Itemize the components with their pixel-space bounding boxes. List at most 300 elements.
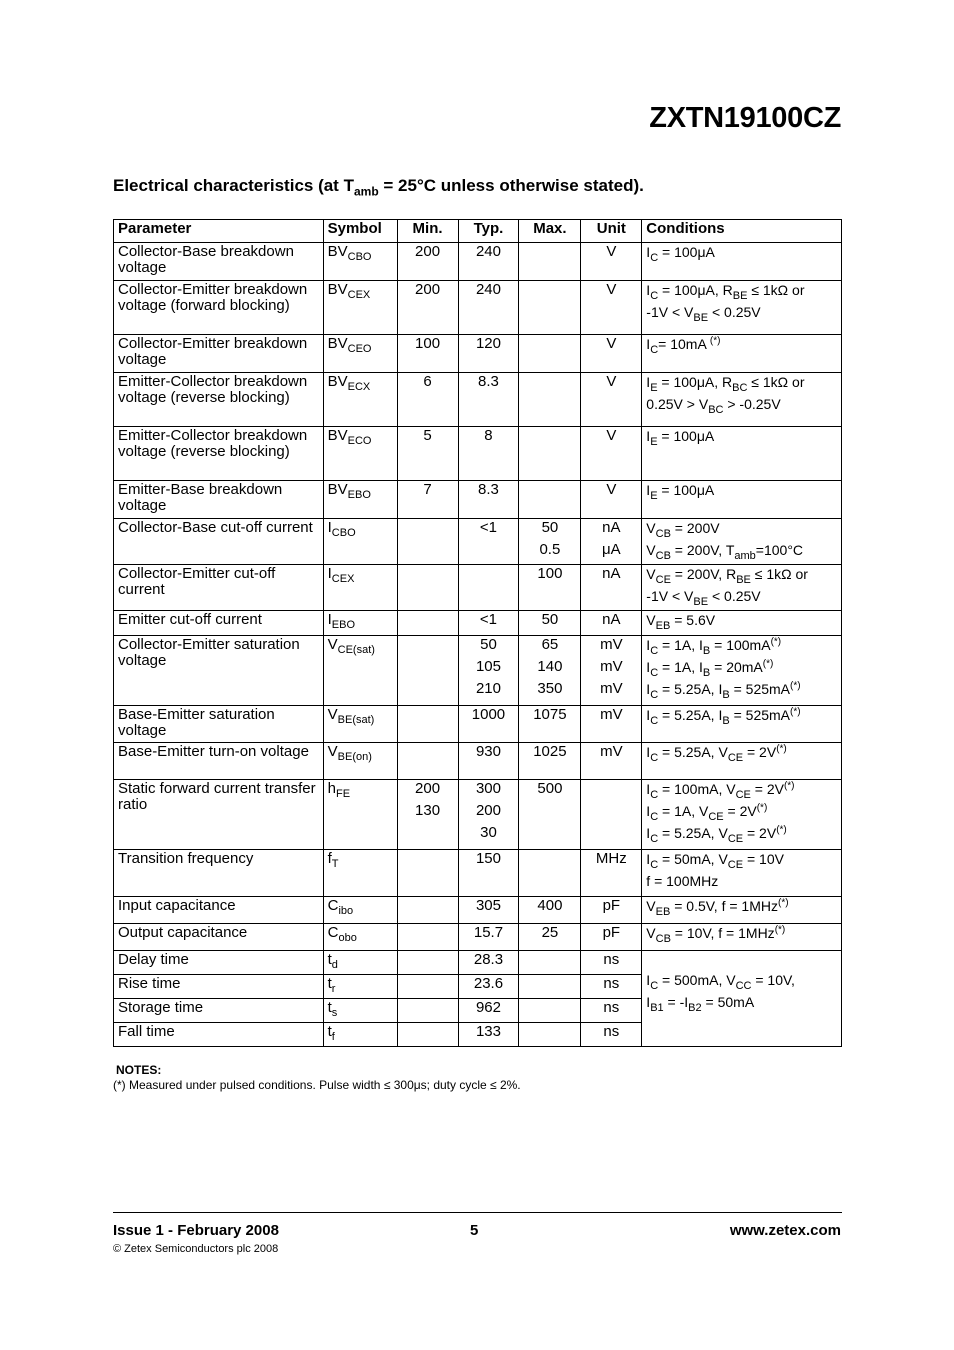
condition-text: I — [646, 637, 651, 653]
typ-cell-value: 240 — [475, 243, 501, 260]
condition-text: = -I — [663, 994, 689, 1010]
condition-text: V — [646, 925, 656, 941]
condition-line — [646, 241, 837, 263]
conditions-cell — [642, 924, 842, 951]
subscript: EB — [655, 619, 671, 632]
unit-cell-value: nA — [602, 565, 621, 582]
parameter-cell: Static forward current transfer ratio — [114, 780, 324, 850]
unit-cell — [581, 565, 642, 611]
max-cell-value: 1025 — [533, 743, 567, 760]
subscript: CC — [735, 979, 752, 992]
symbol-cell — [323, 611, 397, 636]
condition-text: f = 100MHz — [646, 873, 719, 889]
typ-cell-value: 23.6 — [473, 975, 504, 992]
min-cell-value: 200 — [415, 780, 441, 797]
max-cell-value: 65 — [541, 636, 559, 653]
condition-line — [646, 778, 837, 800]
parameter-cell: Collector-Emitter saturation voltage — [114, 636, 324, 706]
condition-text: = 5.25A, I — [658, 681, 723, 697]
condition-text: = 100mA, V — [658, 781, 736, 797]
superscript: (*) — [777, 897, 789, 909]
table-row — [114, 243, 842, 281]
unit-cell — [581, 636, 642, 706]
typ-cell — [458, 743, 519, 780]
condition-text: -1V < V — [646, 304, 694, 320]
superscript: (*) — [762, 658, 774, 670]
condition-line — [646, 741, 837, 763]
condition-text: > -0.25V — [723, 396, 781, 412]
subscript: C — [650, 714, 659, 727]
min-cell — [397, 951, 458, 975]
symbol-subscript: d — [331, 959, 338, 971]
typ-cell-value: 120 — [475, 335, 501, 352]
symbol-cell — [323, 897, 397, 924]
symbol-main: BV — [327, 427, 348, 444]
typ-cell — [458, 1023, 519, 1047]
conditions-cell — [642, 427, 842, 481]
unit-cell-value: V — [606, 335, 617, 352]
superscript: (*) — [776, 743, 787, 755]
condition-text: I — [646, 282, 651, 298]
subscript: amb — [734, 549, 756, 562]
condition-text: = 100μA — [657, 482, 715, 498]
subscript: B1 — [650, 1001, 664, 1014]
unit-cell — [581, 897, 642, 924]
symbol-subscript: CEO — [347, 343, 372, 355]
max-cell-value: 140 — [537, 658, 563, 675]
table-row — [114, 427, 842, 481]
unit-cell-value: pF — [602, 924, 621, 941]
symbol-main: t — [327, 1023, 332, 1040]
condition-text: = 5.25A, V — [658, 744, 728, 760]
symbol-subscript: obo — [338, 932, 357, 944]
symbol-main: BV — [327, 335, 348, 352]
conditions-cell — [642, 373, 842, 427]
table-row — [114, 850, 842, 897]
condition-text: I — [646, 781, 651, 797]
switching-condition-line — [646, 969, 837, 991]
symbol-cell — [323, 243, 397, 281]
superscript: (*) — [770, 636, 782, 648]
min-cell — [397, 636, 458, 706]
unit-cell — [581, 519, 642, 565]
electrical-characteristics-table — [113, 219, 842, 1047]
condition-text: = 50mA, V — [658, 851, 728, 867]
unit-cell-value: pF — [602, 897, 621, 914]
max-cell-value: 350 — [537, 680, 563, 697]
condition-text: I — [646, 851, 651, 867]
unit-cell-value: nA — [602, 611, 621, 628]
typ-cell — [458, 975, 519, 999]
max-cell-value: 25 — [541, 924, 559, 941]
typ-cell — [458, 780, 519, 850]
symbol-main: I — [327, 611, 332, 628]
subscript: BE — [693, 311, 709, 324]
unit-cell-value: mV — [600, 636, 623, 653]
max-cell-value: 100 — [537, 565, 563, 582]
typ-cell-value: 8 — [484, 427, 493, 444]
typ-cell-value: <1 — [479, 519, 498, 536]
condition-text: ≤ 1kΩ or — [747, 374, 805, 390]
condition-text: I — [646, 681, 651, 697]
symbol-cell — [323, 1023, 397, 1047]
subscript: B — [702, 644, 711, 657]
symbol-main: BV — [327, 481, 348, 498]
subscript: CE — [708, 810, 724, 823]
min-cell — [397, 1023, 458, 1047]
unit-cell-value: V — [606, 281, 617, 298]
subscript: BC — [732, 381, 748, 394]
max-cell — [519, 850, 581, 897]
min-cell-value: 7 — [423, 481, 432, 498]
symbol-subscript: CBO — [347, 251, 372, 263]
condition-text: = 2V — [750, 781, 784, 797]
conditions-cell — [642, 743, 842, 780]
condition-text: = 1A, I — [658, 659, 703, 675]
typ-cell-value: 50 — [480, 636, 497, 653]
unit-cell — [581, 999, 642, 1023]
symbol-subscript: T — [331, 858, 339, 870]
table-row — [114, 636, 842, 706]
footer-website: www.zetex.com — [729, 1222, 841, 1239]
min-cell — [397, 924, 458, 951]
footer-issue: Issue 1 - February 2008 — [113, 1222, 279, 1239]
condition-text: 0.25V > V — [646, 396, 709, 412]
min-cell-value: 100 — [415, 335, 441, 352]
symbol-main: f — [327, 850, 332, 867]
condition-text: = 10V, f = 1MHz — [670, 925, 775, 941]
condition-line — [646, 393, 837, 415]
typ-cell — [458, 565, 519, 611]
min-cell — [397, 975, 458, 999]
condition-line — [646, 585, 837, 607]
condition-line — [646, 333, 837, 355]
min-cell — [397, 335, 458, 373]
typ-cell-value: 133 — [475, 1023, 501, 1040]
max-cell — [519, 999, 581, 1023]
condition-text: < 0.25V — [708, 304, 761, 320]
header-symbol: Symbol — [323, 220, 397, 243]
condition-line — [646, 922, 837, 944]
footer-copyright: © Zetex Semiconductors plc 2008 — [113, 1243, 279, 1255]
min-cell — [397, 481, 458, 519]
condition-line — [646, 822, 837, 844]
symbol-subscript: CE(sat) — [337, 644, 375, 656]
condition-line — [646, 656, 837, 678]
typ-cell-value: 150 — [475, 850, 501, 867]
condition-line — [646, 678, 837, 700]
conditions-cell — [642, 850, 842, 897]
min-cell — [397, 897, 458, 924]
condition-text: = 500mA, V — [658, 972, 736, 988]
condition-text: I — [646, 972, 651, 988]
parameter-cell: Collector-Emitter cut-off current — [114, 565, 324, 611]
max-cell — [519, 743, 581, 780]
subscript: CE — [727, 858, 744, 871]
superscript: (*) — [790, 706, 801, 718]
condition-text: ≤ 1kΩ or — [750, 566, 808, 582]
symbol-main: t — [327, 951, 332, 968]
condition-text: = 10V, — [751, 972, 795, 988]
unit-cell — [581, 481, 642, 519]
typ-cell — [458, 481, 519, 519]
subscript: C — [650, 979, 659, 992]
condition-text: = 1A, V — [658, 803, 709, 819]
notes-label: NOTES: — [116, 1063, 162, 1077]
subscript: C — [650, 289, 659, 302]
subscript: E — [650, 381, 658, 394]
condition-text: = 100μA — [657, 428, 715, 444]
superscript: (*) — [774, 924, 786, 936]
max-cell — [519, 611, 581, 636]
parameter-cell: Fall time — [114, 1023, 324, 1047]
parameter-cell: Collector-Base breakdown voltage — [114, 243, 324, 281]
typ-cell — [458, 951, 519, 975]
conditions-cell — [642, 565, 842, 611]
condition-line — [646, 279, 837, 301]
condition-line — [646, 301, 837, 323]
typ-cell — [458, 897, 519, 924]
unit-cell-value: MHz — [595, 850, 627, 867]
symbol-subscript: ECO — [347, 435, 372, 447]
subscript: E — [650, 435, 658, 448]
table-row — [114, 373, 842, 427]
symbol-subscript: EBO — [347, 489, 371, 501]
conditions-cell — [642, 611, 842, 636]
symbol-main: V — [327, 636, 338, 653]
symbol-cell — [323, 636, 397, 706]
subscript: CE — [735, 788, 751, 801]
symbol-subscript: r — [331, 983, 336, 995]
condition-text: = 10mA — [658, 336, 710, 352]
subscript: CB — [655, 932, 671, 945]
table-header-row — [114, 220, 842, 243]
min-cell — [397, 243, 458, 281]
symbol-main: BV — [327, 281, 348, 298]
parameter-cell: Transition frequency — [114, 850, 324, 897]
symbol-cell — [323, 780, 397, 850]
typ-cell-value: 8.3 — [478, 373, 499, 390]
unit-cell-value: mV — [600, 658, 623, 675]
conditions-cell — [642, 636, 842, 706]
unit-cell-value: mV — [600, 680, 623, 697]
unit-cell — [581, 975, 642, 999]
condition-text: = 200V — [670, 520, 720, 536]
symbol-cell — [323, 924, 397, 951]
condition-text: = 1A, I — [658, 637, 703, 653]
unit-cell — [581, 335, 642, 373]
condition-text: I — [646, 428, 651, 444]
unit-cell — [581, 706, 642, 743]
unit-cell-value: mV — [600, 706, 623, 723]
symbol-main: C — [327, 897, 339, 914]
condition-text: I — [646, 336, 651, 352]
condition-line — [646, 517, 837, 539]
unit-cell — [581, 611, 642, 636]
typ-cell — [458, 999, 519, 1023]
condition-text: = 525mA — [729, 707, 791, 723]
condition-text: -1V < V — [646, 588, 694, 604]
typ-cell-value: 28.3 — [473, 951, 504, 968]
condition-line — [646, 895, 837, 917]
condition-text: = 100μA — [658, 244, 715, 260]
max-cell — [519, 924, 581, 951]
switching-conditions — [646, 969, 837, 1013]
subscript: C — [650, 688, 659, 701]
max-cell — [519, 975, 581, 999]
condition-text: =100°C — [755, 542, 804, 558]
unit-cell-value: V — [606, 373, 617, 390]
max-cell-value: 1075 — [533, 706, 567, 723]
min-cell-value: 200 — [415, 281, 441, 298]
max-cell-value: 400 — [537, 897, 563, 914]
symbol-main: I — [327, 519, 332, 536]
max-cell-value: 50 — [541, 519, 559, 536]
condition-text: = 2V — [723, 803, 757, 819]
table-row — [114, 519, 842, 565]
unit-cell-value: V — [606, 427, 617, 444]
condition-text: = 100mA — [710, 637, 771, 653]
unit-cell-value: nA — [602, 519, 621, 536]
typ-cell — [458, 706, 519, 743]
subscript: C — [650, 666, 659, 679]
symbol-cell — [323, 481, 397, 519]
subscript: CE — [655, 573, 671, 586]
symbol-cell — [323, 335, 397, 373]
parameter-cell: Emitter-Collector breakdown voltage (reverse blocking) — [114, 427, 324, 481]
part-number-title: ZXTN19100CZ — [649, 102, 841, 134]
max-cell — [519, 373, 581, 427]
condition-line — [646, 870, 837, 892]
unit-cell — [581, 850, 642, 897]
subscript: CB — [655, 549, 671, 562]
parameter-cell: Emitter cut-off current — [114, 611, 324, 636]
condition-text: I — [646, 994, 651, 1010]
typ-cell-value: 105 — [475, 658, 501, 675]
conditions-cell — [642, 335, 842, 373]
condition-text: = 5.25A, V — [658, 825, 728, 841]
condition-line — [646, 634, 837, 656]
condition-text: < 0.25V — [708, 588, 761, 604]
symbol-cell — [323, 565, 397, 611]
condition-line — [646, 704, 837, 726]
footer-divider — [113, 1212, 842, 1213]
typ-cell-value: 240 — [475, 281, 501, 298]
condition-text: I — [646, 659, 651, 675]
min-cell-value: 6 — [423, 373, 432, 390]
symbol-main: t — [327, 999, 332, 1016]
superscript: (*) — [709, 335, 721, 347]
subscript: BC — [708, 403, 724, 416]
parameter-cell: Output capacitance — [114, 924, 324, 951]
typ-cell — [458, 281, 519, 335]
max-cell — [519, 951, 581, 975]
condition-text: V — [646, 520, 656, 536]
condition-text: = 525mA — [729, 681, 791, 697]
max-cell-value: 50 — [541, 611, 559, 628]
subscript: EB — [655, 905, 671, 918]
condition-text: I — [646, 825, 651, 841]
parameter-cell: Collector-Emitter breakdown voltage (forward blocking) — [114, 281, 324, 335]
typ-cell — [458, 335, 519, 373]
unit-cell-value: ns — [603, 999, 620, 1016]
subscript: B — [722, 688, 730, 701]
typ-cell-value: <1 — [479, 611, 498, 628]
conditions-cell — [642, 519, 842, 565]
footer-page-number: 5 — [470, 1222, 479, 1239]
typ-cell-value: 305 — [475, 897, 501, 914]
condition-line — [646, 371, 837, 393]
condition-text: I — [646, 482, 651, 498]
subscript: CE — [727, 832, 744, 845]
min-cell — [397, 281, 458, 335]
subscript: B — [722, 714, 730, 727]
condition-text: = 200V, T — [670, 542, 735, 558]
max-cell — [519, 1023, 581, 1047]
unit-cell — [581, 924, 642, 951]
subscript: CB — [655, 527, 671, 540]
condition-line — [646, 425, 837, 447]
subscript: BE — [732, 289, 748, 302]
symbol-main: V — [327, 706, 338, 723]
unit-cell-value: V — [606, 481, 617, 498]
max-cell — [519, 780, 581, 850]
header-unit: Unit — [581, 220, 642, 243]
condition-line — [646, 609, 837, 631]
header-min: Min. — [397, 220, 458, 243]
min-cell — [397, 706, 458, 743]
typ-cell — [458, 850, 519, 897]
symbol-subscript: CBO — [331, 527, 356, 539]
symbol-cell — [323, 519, 397, 565]
condition-line — [646, 479, 837, 501]
min-cell — [397, 519, 458, 565]
symbol-cell — [323, 850, 397, 897]
subscript: C — [650, 858, 659, 871]
header-typ: Typ. — [458, 220, 519, 243]
typ-cell — [458, 243, 519, 281]
condition-text: V — [646, 542, 656, 558]
typ-cell — [458, 427, 519, 481]
superscript: (*) — [790, 680, 801, 692]
typ-cell-value: 15.7 — [473, 924, 504, 941]
table-row — [114, 611, 842, 636]
condition-text: I — [646, 707, 651, 723]
symbol-main: C — [327, 924, 339, 941]
min-cell — [397, 565, 458, 611]
subscript: B2 — [688, 1001, 702, 1014]
symbol-subscript: EBO — [331, 619, 356, 631]
max-cell — [519, 427, 581, 481]
max-cell — [519, 897, 581, 924]
subscript: C — [650, 251, 659, 264]
max-cell — [519, 565, 581, 611]
notes-text: (*) Measured under pulsed conditions. Pulse width ≤ 300μs; duty cycle ≤ 2%. — [113, 1078, 521, 1092]
unit-cell — [581, 373, 642, 427]
symbol-subscript: f — [331, 1031, 335, 1043]
table-row — [114, 924, 842, 951]
min-cell-value: 130 — [415, 802, 441, 819]
typ-cell-value: 300 — [475, 780, 501, 797]
switching-condition-line — [646, 991, 837, 1013]
max-cell — [519, 243, 581, 281]
subscript: BE — [736, 573, 751, 586]
condition-text: I — [646, 374, 651, 390]
subscript: C — [650, 810, 659, 823]
table-row — [114, 951, 842, 975]
max-cell-value: 0.5 — [539, 541, 561, 558]
max-cell — [519, 335, 581, 373]
